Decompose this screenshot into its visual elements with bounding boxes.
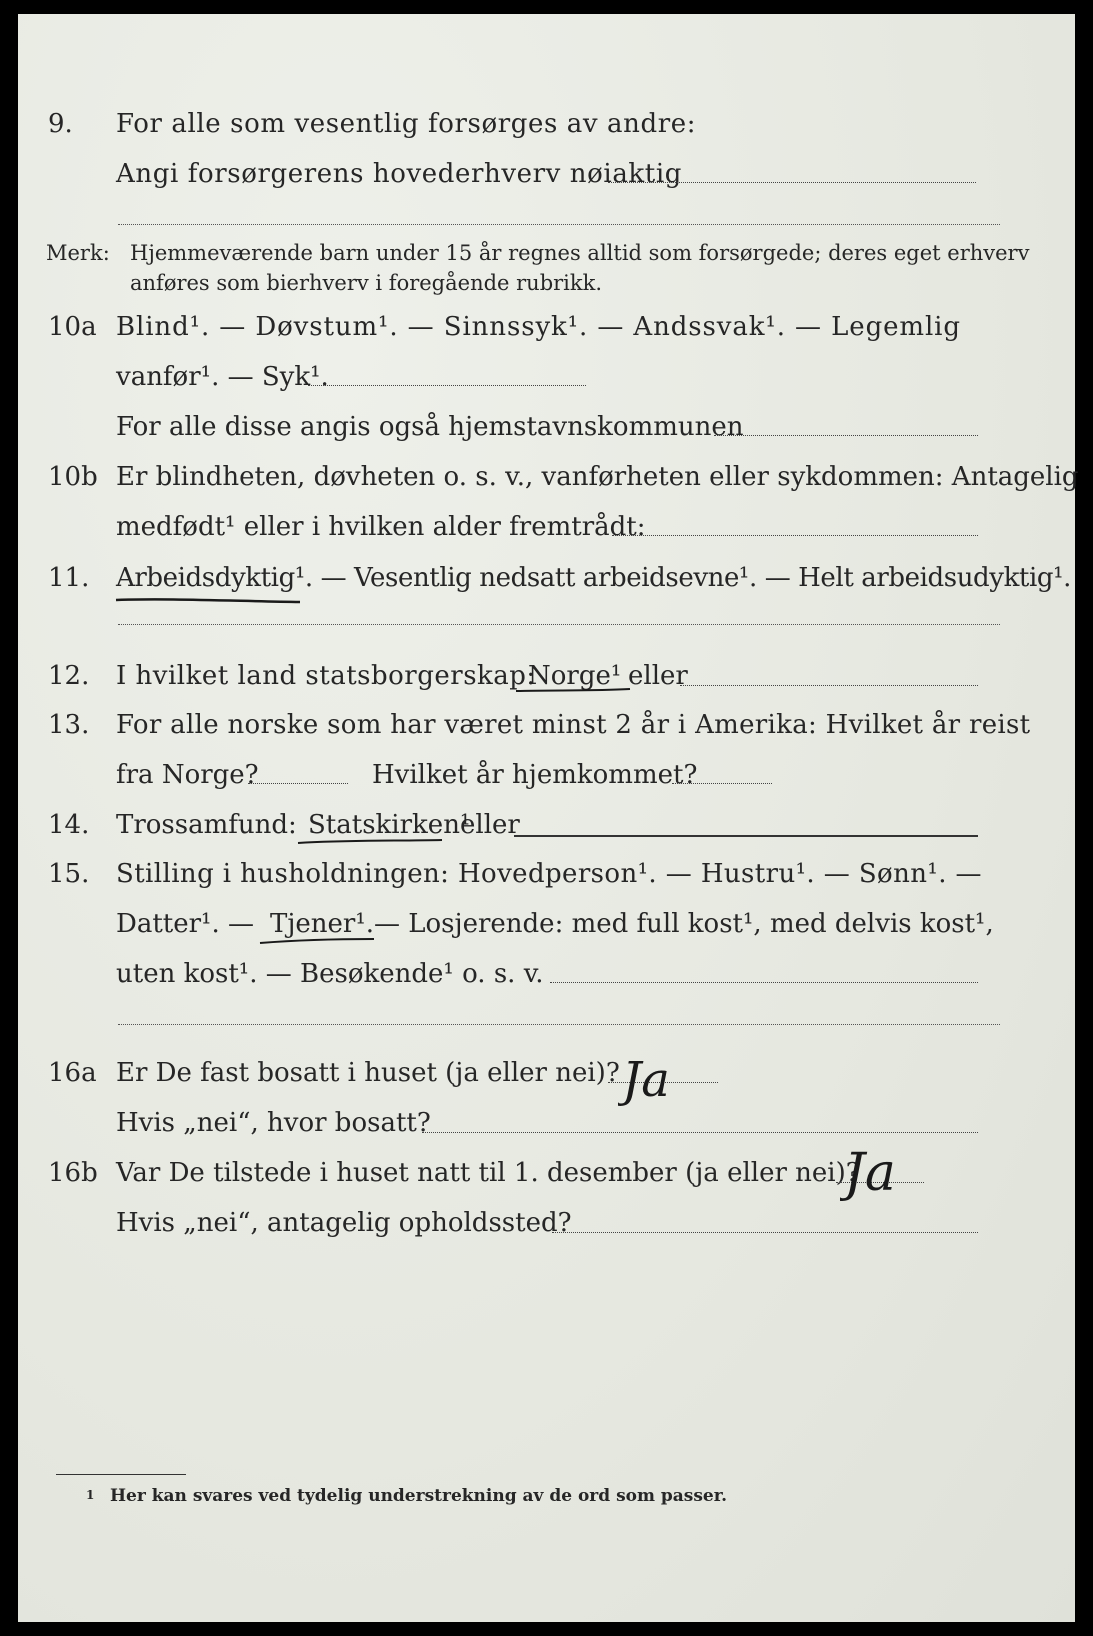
q10a-line1: Blind¹. — Døvstum¹. — Sinnssyk¹. — Andssvak¹. — Legemlig bbox=[116, 312, 961, 342]
q16a-handwritten-answer bbox=[618, 1044, 728, 1114]
merk-line1: Hjemmeværende barn under 15 år regnes alltid som forsørgede; deres eget erhverv bbox=[130, 241, 1030, 265]
q10a-line2: vanfør¹. — Syk¹. bbox=[116, 362, 329, 392]
q16b-whereabouts-field[interactable] bbox=[552, 1232, 978, 1233]
q14-number: 14. bbox=[48, 810, 90, 840]
q13-line2a: fra Norge? bbox=[116, 760, 259, 790]
q11-number: 11. bbox=[48, 563, 90, 593]
q16a-answer-text: Ja bbox=[622, 1052, 670, 1108]
q13-number: 13. bbox=[48, 710, 90, 740]
q14-text: Trossamfund: bbox=[116, 810, 297, 840]
q12-norge: Norge¹ bbox=[528, 661, 622, 691]
q13-departure-year-field[interactable] bbox=[248, 783, 348, 784]
q14-eller: eller bbox=[460, 810, 520, 840]
q11-line1: Arbeidsdyktig¹. — Vesentlig nedsatt arbeidsevne¹. — Helt arbeidsudyktig¹. bbox=[116, 563, 1072, 593]
q14-denomination-field[interactable] bbox=[514, 835, 978, 837]
q13-line1: For alle norske som har været minst 2 år i Amerika: Hvilket år reist bbox=[116, 710, 1031, 740]
q14-underline-mark bbox=[296, 834, 446, 848]
q15-number: 15. bbox=[48, 859, 90, 889]
q15-line2c: — Losjerende: med full kost¹, med delvis kost¹, bbox=[374, 909, 994, 939]
q10b-line1: Er blindheten, døvheten o. s. v., vanførheten eller sykdommen: Antagelig bbox=[116, 462, 1079, 492]
q12-text: I hvilket land statsborgerskap: bbox=[116, 661, 536, 691]
q16b-number: 16b bbox=[48, 1158, 98, 1188]
q16b-answer-text: Ja bbox=[844, 1143, 896, 1203]
q10a-sick-field[interactable] bbox=[308, 385, 586, 386]
q9-answer-field[interactable] bbox=[608, 182, 976, 183]
q16a-number: 16a bbox=[48, 1058, 97, 1088]
q15-status-field[interactable] bbox=[550, 982, 978, 983]
q10b-number: 10b bbox=[48, 462, 98, 492]
q10a-number: 10a bbox=[48, 312, 97, 342]
q15-line2a: Datter¹. — bbox=[116, 909, 255, 939]
footnote-rule bbox=[56, 1474, 186, 1475]
q15-line3: uten kost¹. — Besøkende¹ o. s. v. bbox=[116, 959, 544, 989]
q9-extra-line[interactable] bbox=[118, 224, 1000, 225]
q16b-line1: Var De tilstede i huset natt til 1. desember (ja eller nei)? bbox=[116, 1158, 860, 1188]
q11-extra-line[interactable] bbox=[118, 624, 1000, 625]
q15-tjener: Tjener¹. bbox=[270, 909, 375, 939]
q14-statskirken: Statskirken¹ bbox=[308, 810, 471, 840]
q16a-line2: Hvis „nei“, hvor bosatt? bbox=[116, 1108, 431, 1138]
q12-country-field[interactable] bbox=[680, 685, 978, 686]
q16b-handwritten-answer bbox=[840, 1130, 950, 1210]
q12-underline-mark bbox=[514, 684, 634, 696]
q12-eller: eller bbox=[628, 661, 688, 691]
q15-extra-line[interactable] bbox=[118, 1024, 1000, 1025]
q13-return-year-field[interactable] bbox=[672, 783, 772, 784]
footnote-mark: 1 bbox=[86, 1488, 95, 1502]
q16a-line1: Er De fast bosatt i huset (ja eller nei)? bbox=[116, 1058, 620, 1088]
q10b-age-field[interactable] bbox=[612, 535, 978, 536]
q9-line2: Angi forsørgerens hovederhverv nøiaktig bbox=[116, 159, 682, 189]
footnote-text: Her kan svares ved tydelig understrekning av de ord som passer. bbox=[110, 1486, 728, 1506]
q15-line1: Stilling i husholdningen: Hovedperson¹. — Hustru¹. — Sønn¹. — bbox=[116, 859, 982, 889]
q11-underline-mark bbox=[114, 588, 304, 608]
q13-line2b: Hvilket år hjemkommet? bbox=[372, 760, 698, 790]
q10a-municipality-field[interactable] bbox=[714, 435, 978, 436]
q9-line1: For alle som vesentlig forsørges av andre: bbox=[116, 109, 697, 139]
q15-underline-mark bbox=[258, 934, 378, 948]
q10b-line2: medfødt¹ eller i hvilken alder fremtrådt: bbox=[116, 512, 646, 542]
q9-number: 9. bbox=[48, 109, 73, 139]
q10a-line3: For alle disse angis også hjemstavnskommunen bbox=[116, 412, 744, 442]
merk-label: Merk: bbox=[46, 241, 110, 265]
q16b-line2: Hvis „nei“, antagelig opholdssted? bbox=[116, 1208, 572, 1238]
census-form-page bbox=[18, 14, 1079, 1622]
q12-number: 12. bbox=[48, 661, 90, 691]
merk-line2: anføres som bierhverv i foregående rubrikk. bbox=[130, 271, 603, 295]
